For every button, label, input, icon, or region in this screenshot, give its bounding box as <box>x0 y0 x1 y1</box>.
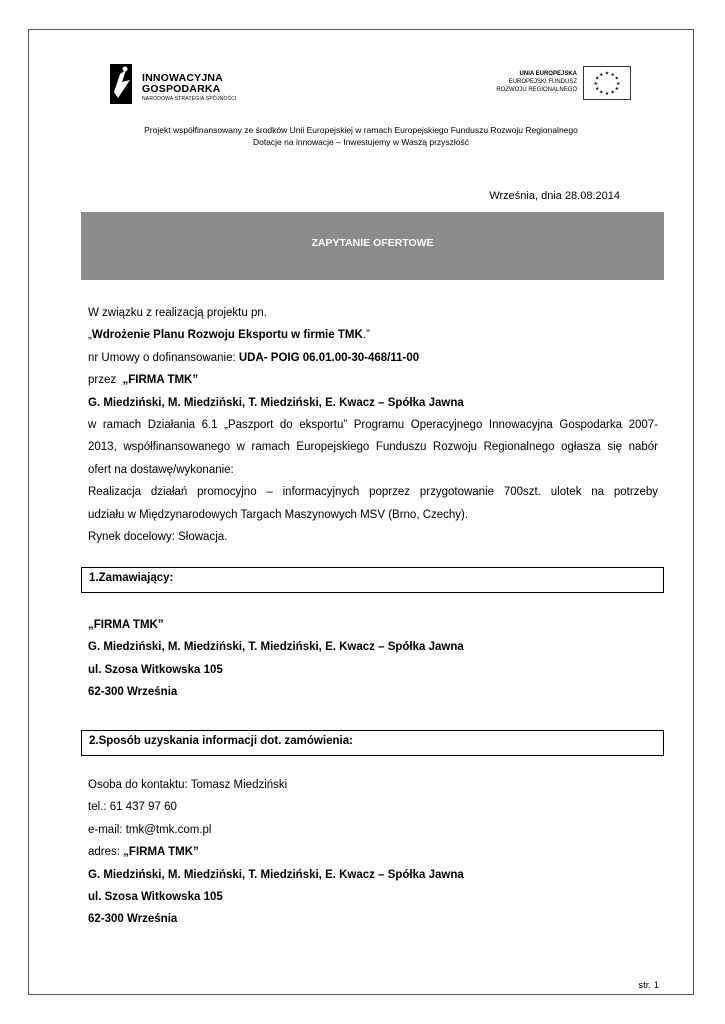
address-city: 62-300 Września <box>88 913 178 926</box>
contact-person: Osoba do kontaktu: Tomasz Miedziński <box>88 779 288 791</box>
document-date: Września, dnia 28.08.2014 <box>489 190 620 202</box>
svg-text:★: ★ <box>595 87 600 93</box>
svg-text:★: ★ <box>595 76 600 82</box>
eu-logo-line2: EUROPEJSKI FUNDUSZ <box>508 79 577 85</box>
description-line: ofert na dostawę/wykonanie: <box>88 463 234 476</box>
company-name: „FIRMA TMK” <box>122 374 199 387</box>
section-2-content <box>88 774 658 931</box>
contract-number: UDA- POIG 06.01.00-30-468/11-00 <box>238 351 420 364</box>
description-line: Realizacja działań promocyjno – informacyjnych poprzez przygotowanie 700szt. ulotek na potrzeby <box>88 486 658 499</box>
cofinancing-note <box>28 124 694 148</box>
svg-text:★: ★ <box>599 90 604 96</box>
eu-logo-line1: UNIA EUROPEJSKA <box>519 71 577 77</box>
company-line <box>88 369 658 391</box>
svg-text:★: ★ <box>604 71 610 77</box>
page-number: str. 1 <box>638 980 659 991</box>
intro-line: W związku z realizacją projektu pn. <box>88 307 267 319</box>
svg-text:★: ★ <box>593 81 598 87</box>
section-1-heading: 1.Zamawiający: <box>89 572 174 584</box>
section-1-content <box>88 614 658 704</box>
section-2-heading: 2.Sposób uzyskania informacji dot. zamówienia: <box>89 735 353 747</box>
innowacyjna-gospodarka-emblem-icon <box>108 62 134 106</box>
svg-text:★: ★ <box>610 73 615 79</box>
svg-text:★: ★ <box>610 90 615 96</box>
title-bar <box>81 212 664 280</box>
logo-text-line2: GOSPODARKA <box>142 83 221 95</box>
project-name: Wdrożenie Planu Rozwoju Eksportu w firmie TMK <box>91 329 363 342</box>
intro-section <box>88 302 658 548</box>
address-partners: G. Miedziński, M. Miedziński, T. Miedziński, E. Kwacz – Spółka Jawna <box>88 868 464 881</box>
contract-number-line <box>88 347 658 369</box>
orderer-partners: G. Miedziński, M. Miedziński, T. Miedziński, E. Kwacz – Spółka Jawna <box>88 641 464 654</box>
contact-phone: tel.: 61 437 97 60 <box>88 801 177 814</box>
section-2-heading-box <box>81 730 664 756</box>
innowacyjna-gospodarka-logo <box>108 62 258 106</box>
contact-email: e-mail: tmk@tmk.com.pl <box>88 823 212 836</box>
eu-logo-line3: ROZWOJU REGIONALNEGO <box>496 87 577 93</box>
address-prefix: adres: <box>88 846 124 859</box>
description-line: udziału w Międzynarodowych Targach Maszynowych MSV (Brno, Czechy). <box>88 508 469 521</box>
orderer-name: „FIRMA TMK” <box>88 619 164 631</box>
target-market: Rynek docelowy: Słowacja. <box>88 531 228 544</box>
svg-text:★: ★ <box>599 73 604 79</box>
svg-text:★: ★ <box>614 87 619 93</box>
svg-text:★: ★ <box>604 92 610 98</box>
svg-text:★: ★ <box>614 76 619 82</box>
address-company: „FIRMA TMK” <box>123 846 199 859</box>
description-line: 2013, współfinansowanego w ramach Europejskiego Funduszu Rozwoju Regionalnego ogłasza się nabór <box>88 441 658 454</box>
logo-text-line3: NARODOWA STRATEGIA SPÓJNOŚCI <box>142 96 237 102</box>
project-name-line <box>88 324 658 346</box>
eu-logo-text <box>496 70 577 94</box>
eu-logo <box>493 66 633 100</box>
quote-open: „ <box>88 329 92 342</box>
document-title: ZAPYTANIE OFERTOWE <box>311 237 434 249</box>
cofinancing-note-line2: Dotacje na innowacje – Inwestujemy w Waszą przyszłość <box>252 137 470 147</box>
address-street: ul. Szosa Witkowska 105 <box>88 891 223 904</box>
logo-text-line1: INNOWACYJNA <box>142 72 223 84</box>
svg-text:★: ★ <box>616 81 621 87</box>
description-line: w ramach Działania 6.1 „Paszport do eksportu” Programu Operacyjnego Innowacyjna Gospodarka 2007- <box>88 419 658 432</box>
contract-label: nr Umowy o dofinansowanie: <box>88 351 239 364</box>
cofinancing-note-line1: Projekt współfinansowany ze środków Unii Europejskiej w ramach Europejskiego Funduszu Rozwoju Regionalnego <box>144 125 578 135</box>
section-1-heading-box <box>81 567 664 593</box>
quote-close: .” <box>362 329 370 342</box>
eu-flag-icon <box>583 66 631 100</box>
contact-address-line <box>88 841 658 863</box>
orderer-city: 62-300 Września <box>88 686 178 699</box>
company-prefix: przez <box>88 374 123 387</box>
orderer-street: ul. Szosa Witkowska 105 <box>88 663 223 676</box>
company-partners: G. Miedziński, M. Miedziński, T. Miedziński, E. Kwacz – Spółka Jawna <box>88 396 464 409</box>
